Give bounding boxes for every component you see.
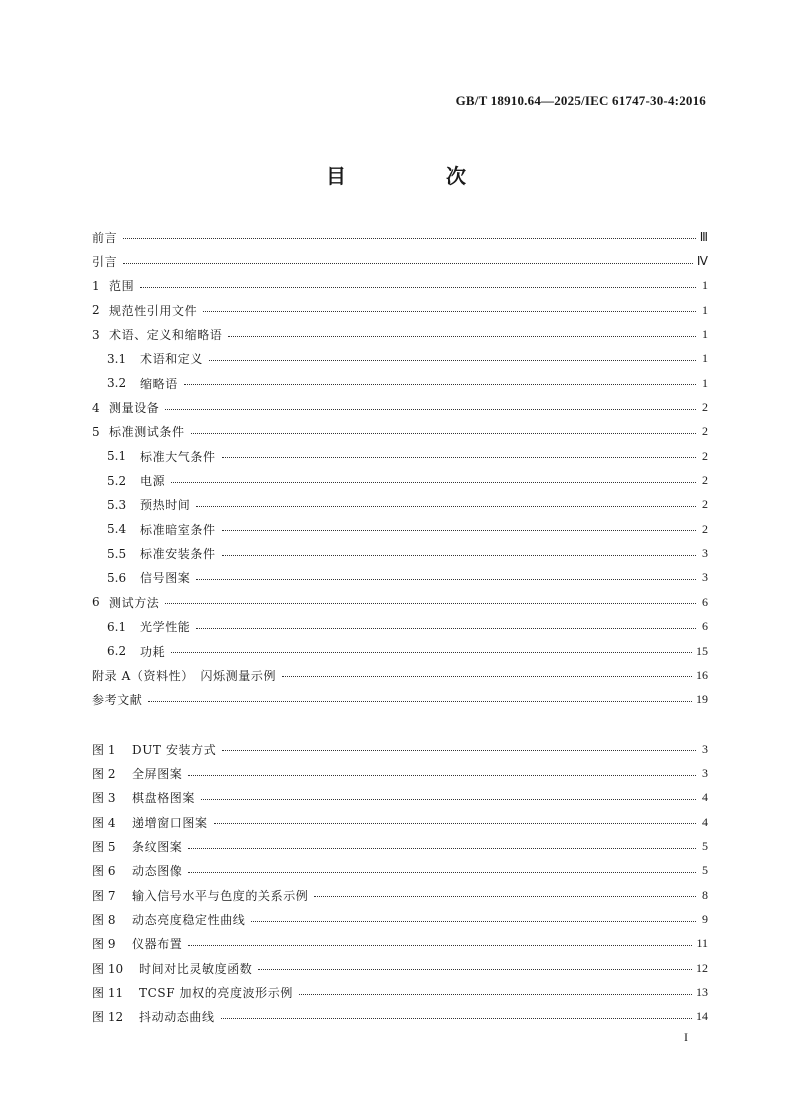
dot-leader bbox=[165, 602, 696, 604]
entry-title: 抖动动态曲线 bbox=[139, 1010, 215, 1025]
entry-title: 动态图像 bbox=[132, 864, 183, 879]
figure-entry[interactable] bbox=[92, 834, 708, 858]
entry-page-number: 3 bbox=[702, 766, 708, 781]
entry-title: 附录 A（资料性） 闪烁测量示例 bbox=[92, 668, 277, 683]
entry-number: 图 3 bbox=[92, 791, 116, 806]
entry-page-number: 8 bbox=[702, 887, 708, 902]
entry-number: 4 bbox=[92, 400, 100, 415]
toc-entry[interactable] bbox=[92, 298, 708, 322]
entry-title: 术语和定义 bbox=[140, 352, 204, 367]
dot-leader bbox=[165, 408, 696, 410]
dot-leader bbox=[123, 262, 693, 264]
entry-page-number: Ⅲ bbox=[699, 229, 708, 244]
toc-entry[interactable] bbox=[92, 663, 708, 687]
dot-leader bbox=[299, 993, 692, 995]
figure-entry[interactable] bbox=[92, 883, 708, 907]
entry-number: 3.1 bbox=[107, 351, 127, 366]
dot-leader bbox=[201, 798, 696, 800]
page-title: 目 次 bbox=[326, 164, 506, 188]
entry-number: 图 8 bbox=[92, 913, 116, 928]
toc-entry[interactable] bbox=[92, 371, 708, 395]
dot-leader bbox=[196, 578, 696, 580]
entry-number: 图 9 bbox=[92, 937, 116, 952]
toc-entry[interactable] bbox=[92, 395, 708, 419]
entry-title: 术语、定义和缩略语 bbox=[109, 328, 223, 343]
dot-leader bbox=[196, 627, 696, 629]
dot-leader bbox=[171, 481, 696, 483]
dot-leader bbox=[171, 651, 692, 653]
figure-entry[interactable] bbox=[92, 980, 708, 1004]
toc-entry[interactable] bbox=[92, 347, 708, 371]
entry-page-number: 19 bbox=[696, 692, 708, 707]
entry-page-number: 2 bbox=[702, 424, 708, 439]
entry-title: 递增窗口图案 bbox=[132, 815, 208, 830]
toc-entry[interactable] bbox=[92, 493, 708, 517]
entry-number: 图 6 bbox=[92, 864, 116, 879]
entry-title: 缩略语 bbox=[140, 376, 178, 391]
entry-number: 6.1 bbox=[107, 619, 127, 634]
toc-entry[interactable] bbox=[92, 444, 708, 468]
figure-entry[interactable] bbox=[92, 907, 708, 931]
dot-leader bbox=[123, 237, 696, 239]
entry-page-number: 2 bbox=[702, 448, 708, 463]
entry-title: 全屏图案 bbox=[132, 767, 183, 782]
dot-leader bbox=[314, 895, 696, 897]
entry-page-number: 6 bbox=[702, 619, 708, 634]
entry-title: 信号图案 bbox=[140, 571, 191, 586]
entry-title: 测试方法 bbox=[109, 595, 160, 610]
entry-number: 图 2 bbox=[92, 767, 116, 782]
entry-page-number: 3 bbox=[702, 546, 708, 561]
entry-page-number: 6 bbox=[702, 594, 708, 609]
entry-number: 图 4 bbox=[92, 815, 116, 830]
entry-number: 图 12 bbox=[92, 1010, 124, 1025]
entry-title: 动态亮度稳定性曲线 bbox=[132, 913, 246, 928]
entry-title: 引言 bbox=[92, 255, 118, 270]
dot-leader bbox=[184, 383, 696, 385]
figure-entry[interactable] bbox=[92, 786, 708, 810]
entry-number: 2 bbox=[92, 303, 100, 318]
entry-number: 5.3 bbox=[107, 497, 127, 512]
entry-page-number: 4 bbox=[702, 814, 708, 829]
entry-number: 1 bbox=[92, 278, 100, 293]
entry-page-number: 5 bbox=[702, 863, 708, 878]
entry-title: TCSF 加权的亮度波形示例 bbox=[139, 986, 293, 1001]
entry-page-number: 14 bbox=[696, 1009, 708, 1024]
entry-number: 5.6 bbox=[107, 570, 127, 585]
entry-number: 5.2 bbox=[107, 473, 127, 488]
entry-title: 输入信号水平与色度的关系示例 bbox=[132, 888, 309, 903]
entry-title: 测量设备 bbox=[109, 401, 160, 416]
entry-title: 仪器布置 bbox=[132, 937, 183, 952]
dot-leader bbox=[188, 944, 692, 946]
entry-title: 电源 bbox=[140, 474, 166, 489]
dot-leader bbox=[222, 529, 696, 531]
dot-leader bbox=[251, 920, 696, 922]
table-of-contents bbox=[92, 225, 708, 712]
entry-number: 图 5 bbox=[92, 840, 116, 855]
entry-page-number: 2 bbox=[702, 497, 708, 512]
entry-number: 3 bbox=[92, 327, 100, 342]
dot-leader bbox=[222, 554, 696, 556]
entry-page-number: 3 bbox=[702, 741, 708, 756]
entry-title: 标准安装条件 bbox=[140, 547, 216, 562]
dot-leader bbox=[209, 359, 696, 361]
dot-leader bbox=[140, 286, 696, 288]
figure-entry[interactable] bbox=[92, 810, 708, 834]
figure-entry[interactable] bbox=[92, 859, 708, 883]
toc-entry[interactable] bbox=[92, 639, 708, 663]
entry-number: 5 bbox=[92, 424, 100, 439]
entry-page-number: 16 bbox=[696, 667, 708, 682]
entry-title: 标准暗室条件 bbox=[140, 522, 216, 537]
entry-number: 图 7 bbox=[92, 888, 116, 903]
entry-page-number: 1 bbox=[702, 351, 708, 366]
entry-title: 光学性能 bbox=[140, 620, 191, 635]
dot-leader bbox=[214, 822, 696, 824]
toc-entry[interactable] bbox=[92, 541, 708, 565]
dot-leader bbox=[203, 310, 696, 312]
entry-number: 5.1 bbox=[107, 449, 127, 464]
entry-title: 时间对比灵敏度函数 bbox=[139, 961, 253, 976]
entry-title: 范围 bbox=[109, 279, 135, 294]
entry-number: 图 10 bbox=[92, 961, 124, 976]
entry-page-number: 1 bbox=[702, 327, 708, 342]
entry-page-number: 12 bbox=[696, 960, 708, 975]
entry-page-number: 13 bbox=[696, 985, 708, 1000]
entry-title: 参考文献 bbox=[92, 693, 143, 708]
figure-entry[interactable] bbox=[92, 737, 708, 761]
entry-title: 棋盘格图案 bbox=[132, 791, 196, 806]
dot-leader bbox=[196, 505, 696, 507]
dot-leader bbox=[228, 335, 696, 337]
entry-page-number: 2 bbox=[702, 473, 708, 488]
figure-entry[interactable] bbox=[92, 932, 708, 956]
entry-number: 6.2 bbox=[107, 644, 127, 659]
dot-leader bbox=[188, 774, 696, 776]
entry-title: 规范性引用文件 bbox=[109, 303, 198, 318]
entry-title: 标准大气条件 bbox=[140, 449, 216, 464]
entry-number: 3.2 bbox=[107, 376, 127, 391]
toc-entry[interactable] bbox=[92, 590, 708, 614]
entry-page-number: 1 bbox=[702, 302, 708, 317]
figure-entry[interactable] bbox=[92, 1005, 708, 1029]
toc-entry[interactable] bbox=[92, 517, 708, 541]
entry-page-number: 3 bbox=[702, 570, 708, 585]
entry-number: 图 11 bbox=[92, 986, 124, 1001]
dot-leader bbox=[148, 700, 692, 702]
toc-entry[interactable] bbox=[92, 225, 708, 249]
toc-entry[interactable] bbox=[92, 274, 708, 298]
dot-leader bbox=[188, 847, 696, 849]
toc-entry[interactable] bbox=[92, 420, 708, 444]
entry-number: 5.4 bbox=[107, 522, 127, 537]
toc-entry[interactable] bbox=[92, 322, 708, 346]
entry-number: 图 1 bbox=[92, 742, 116, 757]
figure-list bbox=[92, 737, 708, 1029]
dot-leader bbox=[258, 968, 692, 970]
dot-leader bbox=[221, 1017, 692, 1019]
dot-leader bbox=[222, 456, 696, 458]
entry-title: 功耗 bbox=[140, 644, 166, 659]
toc-entry[interactable] bbox=[92, 468, 708, 492]
entry-page-number: Ⅳ bbox=[696, 254, 708, 269]
toc-entry[interactable] bbox=[92, 566, 708, 590]
figure-entry[interactable] bbox=[92, 761, 708, 785]
entry-title: 条纹图案 bbox=[132, 840, 183, 855]
entry-page-number: 1 bbox=[702, 278, 708, 293]
dot-leader bbox=[188, 871, 696, 873]
toc-entry[interactable] bbox=[92, 249, 708, 273]
entry-page-number: 1 bbox=[702, 375, 708, 390]
page-number: I bbox=[684, 1030, 688, 1044]
entry-title: 标准测试条件 bbox=[109, 425, 185, 440]
entry-title: 前言 bbox=[92, 230, 118, 245]
entry-page-number: 9 bbox=[702, 912, 708, 927]
toc-entry[interactable] bbox=[92, 688, 708, 712]
entry-page-number: 15 bbox=[696, 643, 708, 658]
entry-page-number: 5 bbox=[702, 839, 708, 854]
entry-page-number: 4 bbox=[702, 790, 708, 805]
entry-title: DUT 安装方式 bbox=[132, 742, 217, 757]
entry-page-number: 11 bbox=[696, 936, 708, 951]
entry-title: 预热时间 bbox=[140, 498, 191, 513]
entry-page-number: 2 bbox=[702, 521, 708, 536]
dot-leader bbox=[222, 749, 696, 751]
dot-leader bbox=[282, 675, 692, 677]
entry-number: 5.5 bbox=[107, 546, 127, 561]
toc-entry[interactable] bbox=[92, 615, 708, 639]
entry-page-number: 2 bbox=[702, 400, 708, 415]
figure-entry[interactable] bbox=[92, 956, 708, 980]
entry-number: 6 bbox=[92, 595, 100, 610]
document-header: GB/T 18910.64—2025/IEC 61747-30-4:2016 bbox=[455, 93, 706, 108]
dot-leader bbox=[191, 432, 696, 434]
